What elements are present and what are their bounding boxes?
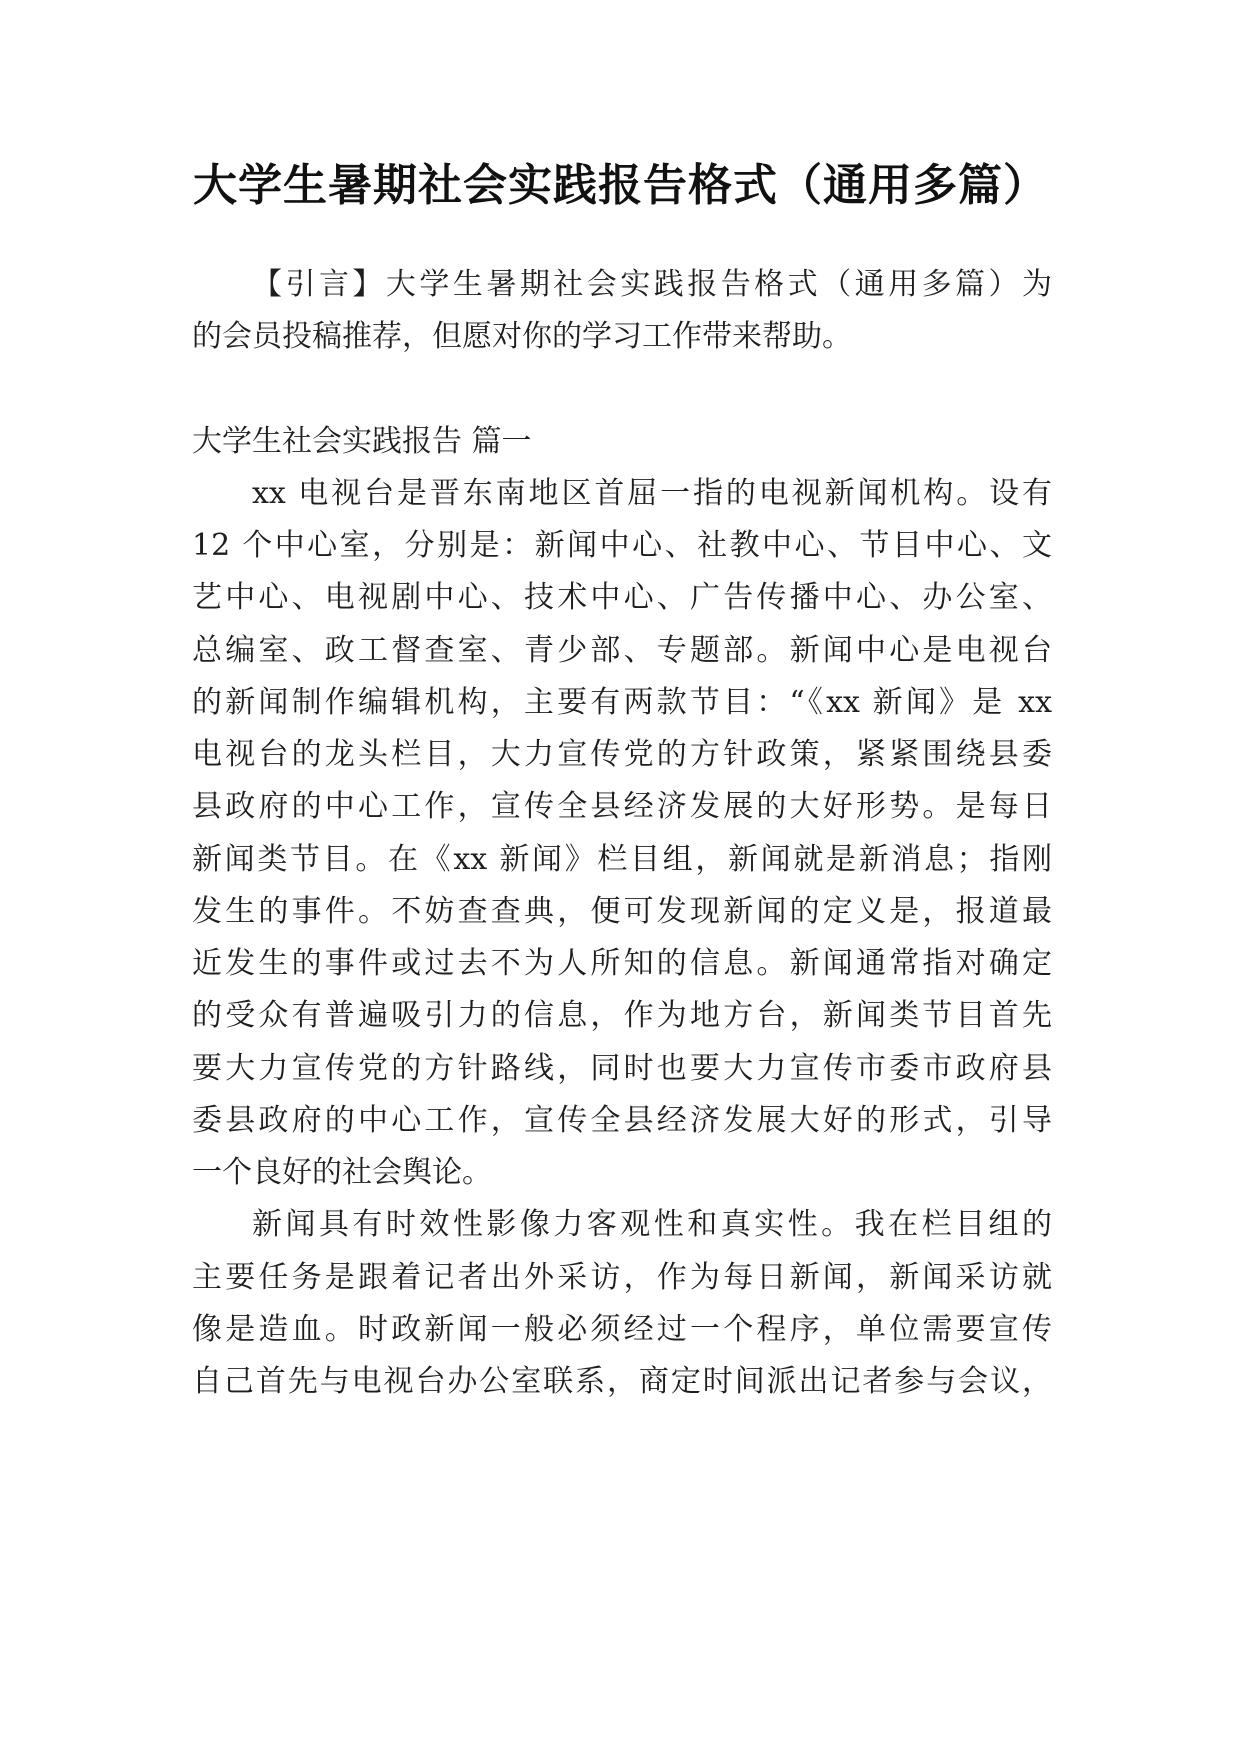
intro-line: 【引言】大学生暑期社会实践报告格式（通用多篇）为 (252, 267, 1052, 302)
paragraph-line: 主要任务是跟着记者出外采访，作为每日新闻，新闻采访就 (192, 1260, 1052, 1295)
paragraph-line: 委县政府的中心工作，宣传全县经济发展大好的形式，引导 (192, 1103, 1052, 1138)
intro-line: 的会员投稿推荐，但愿对你的学习工作带来帮助。 (192, 319, 852, 354)
paragraph-line: 艺中心、电视剧中心、技术中心、广告传播中心、办公室、 (192, 580, 1052, 615)
section-heading: 大学生社会实践报告 篇一 (192, 424, 532, 459)
paragraph-line: 总编室、政工督查室、青少部、专题部。新闻中心是电视台 (192, 633, 1052, 668)
paragraph-line: 新闻类节目。在《xx 新闻》栏目组，新闻就是新消息；指刚 (192, 842, 1052, 877)
paragraph-line: 近发生的事件或过去不为人所知的信息。新闻通常指对确定 (192, 946, 1052, 981)
paragraph-line: 要大力宣传党的方针路线，同时也要大力宣传市委市政府县 (192, 1051, 1052, 1086)
paragraph-line: 的新闻制作编辑机构，主要有两款节目：“《xx 新闻》是 xx (192, 685, 1052, 720)
paragraph-line: 自己首先与电视台办公室联系，商定时间派出记者参与会议， (192, 1364, 1052, 1399)
paragraph-line: 像是造血。时政新闻一般必须经过一个程序，单位需要宣传 (192, 1312, 1052, 1347)
paragraph-line: 县政府的中心工作，宣传全县经济发展的大好形势。是每日 (192, 789, 1052, 824)
paragraph-line: 新闻具有时效性影像力客观性和真实性。我在栏目组的 (252, 1207, 1052, 1242)
paragraph-line: 12 个中心室，分别是：新闻中心、社教中心、节目中心、文 (192, 528, 1052, 563)
document-title: 大学生暑期社会实践报告格式（通用多篇） (193, 160, 1048, 211)
paragraph-line: 一个良好的社会舆论。 (192, 1155, 492, 1190)
paragraph-line: xx 电视台是晋东南地区首屈一指的电视新闻机构。设有 (252, 476, 1052, 511)
paragraph-line: 发生的事件。不妨查查典，便可发现新闻的定义是，报道最 (192, 894, 1052, 929)
paragraph-line: 电视台的龙头栏目，大力宣传党的方针政策，紧紧围绕县委 (192, 737, 1052, 772)
paragraph-line: 的受众有普遍吸引力的信息，作为地方台，新闻类节目首先 (192, 998, 1052, 1033)
